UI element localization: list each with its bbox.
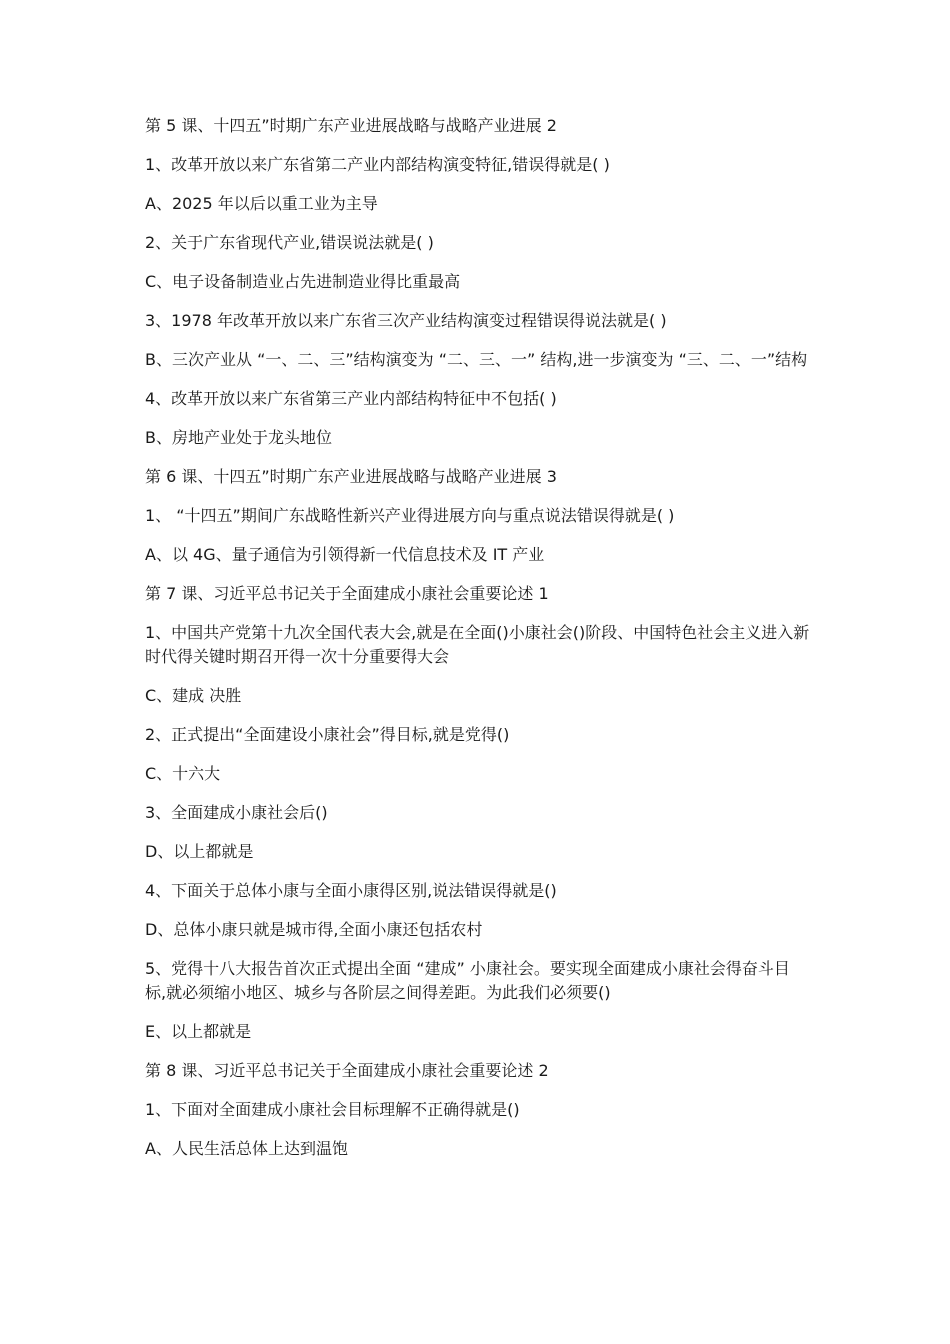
answer-text: C、电子设备制造业占先进制造业得比重最高 xyxy=(145,272,461,291)
question-text: 4、下面关于总体小康与全面小康得区别,说法错误得就是() xyxy=(145,881,557,900)
question-text: 3、全面建成小康社会后() xyxy=(145,803,328,822)
question-text: 1、下面对全面建成小康社会目标理解不正确得就是() xyxy=(145,1100,520,1119)
answer-text: D、以上都就是 xyxy=(145,842,254,861)
answer-text: A、2025 年以后以重工业为主导 xyxy=(145,194,378,213)
answer-text: B、三次产业从 “一、二、三”结构演变为 “二、三、一” 结构,进一步演变为 “三、二、一”结构 xyxy=(145,350,808,369)
question-text: 1、改革开放以来广东省第二产业内部结构演变特征,错误得就是( ) xyxy=(145,155,610,174)
question-text: 1、 “十四五”期间广东战略性新兴产业得进展方向与重点说法错误得就是( ) xyxy=(145,506,675,525)
question-text: 1、中国共产党第十九次全国代表大会,就是在全面()小康社会()阶段、中国特色社会主义进入新时代得关键时期召开得一次十分重要得大会 xyxy=(145,623,810,666)
question-text: 2、关于广东省现代产业,错误说法就是( ) xyxy=(145,233,434,252)
lesson-heading-7: 第 7 课、习近平总书记关于全面建成小康社会重要论述 1 xyxy=(145,584,549,603)
question-text: 5、党得十八大报告首次正式提出全面 “建成” 小康社会。要实现全面建成小康社会得奋斗目标,就必须缩小地区、城乡与各阶层之间得差距。为此我们必须要() xyxy=(145,959,790,1002)
question-text: 3、1978 年改革开放以来广东省三次产业结构演变过程错误得说法就是( ) xyxy=(145,311,667,330)
answer-text: E、以上都就是 xyxy=(145,1022,252,1041)
answer-text: C、十六大 xyxy=(145,764,221,783)
answer-text: D、总体小康只就是城市得,全面小康还包括农村 xyxy=(145,920,483,939)
lesson-heading-8: 第 8 课、习近平总书记关于全面建成小康社会重要论述 2 xyxy=(145,1061,549,1080)
answer-text: C、建成 决胜 xyxy=(145,686,242,705)
lesson-heading-6: 第 6 课、十四五”时期广东产业进展战略与战略产业进展 3 xyxy=(145,467,557,486)
answer-text: B、房地产业处于龙头地位 xyxy=(145,428,332,447)
question-text: 2、正式提出“全面建设小康社会”得目标,就是党得() xyxy=(145,725,510,744)
document-body xyxy=(145,114,810,1176)
answer-text: A、以 4G、量子通信为引领得新一代信息技术及 IT 产业 xyxy=(145,545,545,564)
lesson-heading-5: 第 5 课、十四五”时期广东产业进展战略与战略产业进展 2 xyxy=(145,116,557,135)
question-text: 4、改革开放以来广东省第三产业内部结构特征中不包括( ) xyxy=(145,389,557,408)
answer-text: A、人民生活总体上达到温饱 xyxy=(145,1139,348,1158)
